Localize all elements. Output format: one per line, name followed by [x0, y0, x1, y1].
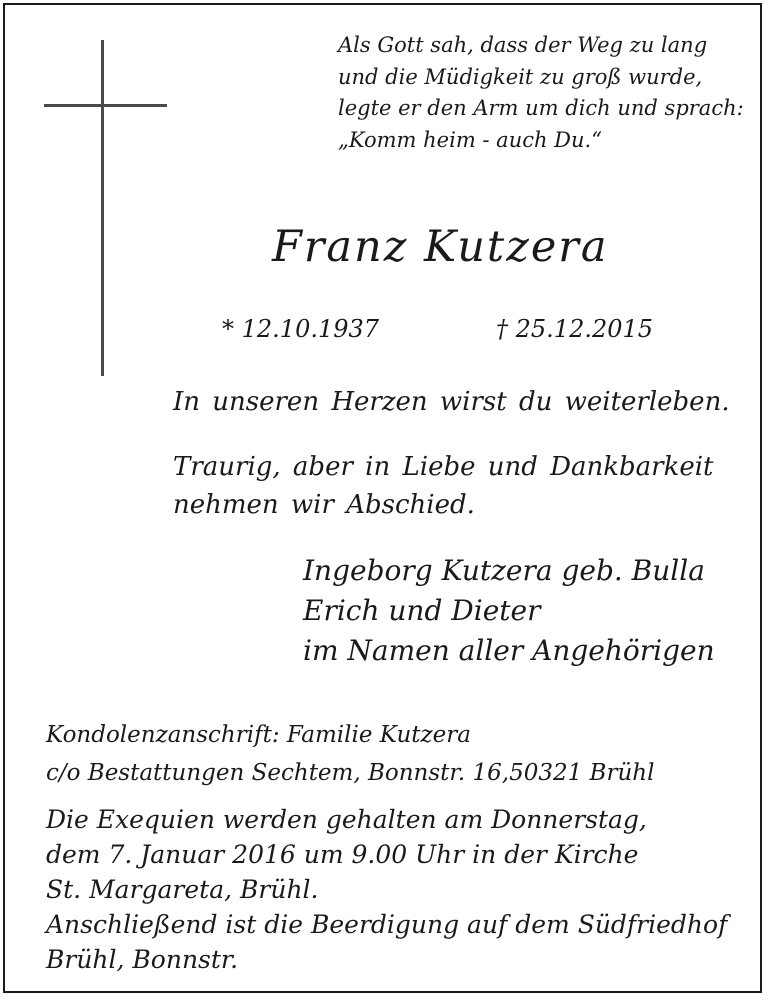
- condolence-line: Kondolenzanschrift: Familie Kutzera: [46, 722, 471, 748]
- farewell-line: Traurig, aber in Liebe und Dankbarkeit: [173, 452, 714, 482]
- cross-icon-horizontal: [44, 104, 167, 107]
- death-date: † 25.12.2015: [496, 315, 654, 343]
- family-line: im Namen aller Angehörigen: [303, 634, 715, 667]
- memorial-line: In unseren Herzen wirst du weiterleben.: [173, 387, 730, 417]
- family-line: Ingeborg Kutzera geb. Bulla: [303, 554, 705, 587]
- service-line: Die Exequien werden gehalten am Donnerstag,: [46, 805, 647, 834]
- poem-line: und die Müdigkeit zu groß wurde,: [338, 64, 703, 89]
- farewell-text: [173, 448, 713, 524]
- poem-line: Als Gott sah, dass der Weg zu lang: [338, 33, 708, 57]
- family-line: Erich und Dieter: [303, 594, 541, 627]
- poem: [338, 30, 744, 156]
- birth-date: * 12.10.1937: [222, 315, 380, 343]
- service-line: St. Margareta, Brühl.: [46, 875, 319, 904]
- service-info: [46, 802, 727, 977]
- condolence-address: [46, 716, 654, 792]
- service-line: Anschließend ist die Beerdigung auf dem Südfriedhof: [46, 910, 728, 939]
- condolence-line: c/o Bestattungen Sechtem, Bonnstr. 16,50321 Brühl: [46, 760, 655, 786]
- service-line: Brühl, Bonnstr.: [46, 945, 239, 974]
- deceased-name: Franz Kutzera: [272, 222, 609, 272]
- poem-line: „Komm heim - auch Du.“: [338, 127, 602, 152]
- poem-line: legte er den Arm um dich und sprach:: [338, 96, 744, 120]
- family-signature: [303, 551, 715, 671]
- service-line: dem 7. Januar 2016 um 9.00 Uhr in der Kirche: [46, 840, 639, 869]
- cross-icon-vertical: [101, 40, 104, 376]
- farewell-line: nehmen wir Abschied.: [173, 490, 475, 520]
